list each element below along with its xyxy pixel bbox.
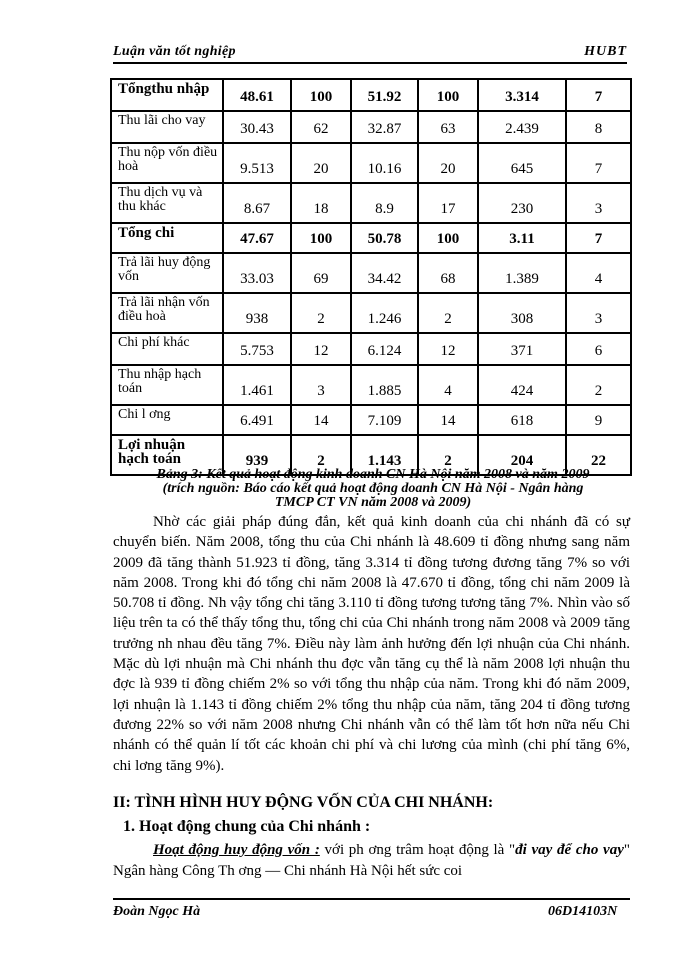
row-label: Trả lãi nhận vốn điều hoà bbox=[111, 293, 223, 333]
table-cell: 9.513 bbox=[223, 143, 291, 183]
body-paragraph-1 bbox=[113, 512, 630, 776]
table-row bbox=[111, 333, 631, 365]
table-cell: 20 bbox=[291, 143, 351, 183]
row-label: Chi l ơng bbox=[111, 405, 223, 435]
table-cell: 4 bbox=[418, 365, 478, 405]
footer-author: Đoàn Ngọc Hà bbox=[113, 904, 201, 919]
table-cell: 8.9 bbox=[351, 183, 418, 223]
table-cell: 1.389 bbox=[478, 253, 566, 293]
table-cell: 3 bbox=[566, 293, 631, 333]
table-cell: 1.461 bbox=[223, 365, 291, 405]
table-row bbox=[111, 405, 631, 435]
table-cell: 2 bbox=[418, 293, 478, 333]
table-cell: 938 bbox=[223, 293, 291, 333]
table-cell: 6.491 bbox=[223, 405, 291, 435]
table-cell: 2 bbox=[291, 435, 351, 475]
table-cell: 3.314 bbox=[478, 79, 566, 111]
table-cell: 204 bbox=[478, 435, 566, 475]
table-cell: 1.246 bbox=[351, 293, 418, 333]
caption-line-1: Bảng 3: Kết quả hoạt động kinh doanh CN Hà Nội năm 2008 và năm 2009 bbox=[156, 467, 590, 482]
paragraph-text: Nhờ các giải pháp đúng đắn, kết quả kinh doanh của chi nhánh đã có sự chuyển biến. Năm 2008, tổng thu của Chi nhánh là 48.609 tỉ đồng nhưng sang năm 2009 đã tăng thành 51.923 tỉ đồng, tăng 3.314 tỉ đồng tương đương tăng 7% so với năm 2008. Trong khi đó tổng chi năm 2008 là 47.670 tỉ đồng, tổng chi năm 2009 là 50.708 tỉ đồng. Nh vậy tổng chi tăng 3.110 tỉ đồng tương tương tăng 7%. Nhìn vào số liệu trên ta có thể thấy tổng thu, tổng chi của Chi nhánh trong năm 2008 và 2009 tăng trưởng nh nhau đều tăng 7%. Điều này làm ảnh hưởng đến lợi nhuận của Chi nhánh. Mặc dù lợi nhuận mà Chi nhánh thu đợc vẫn tăng cụ thể là năm 2008 lợi nhuận thu đợc là 939 tỉ đồng chiếm 2% so với tổng thu nhập của năm. Trong khi đó năm 2009, lợi nhuận là 1.143 tỉ đồng chiếm 2% tổng thu nhập của năm, tăng 204 tỉ đồng tương đương 22% so với năm 2008 nhưng Chi nhánh vẫn có thể làm tốt hơn nữa nếu Chi nhánh có thể quản lí tốt các khoản chi phí và chi lương của mình (chi phí tăng 6%, chi lơng tăng 9%). bbox=[113, 514, 630, 774]
table-cell: 32.87 bbox=[351, 111, 418, 143]
table-cell: 63 bbox=[418, 111, 478, 143]
table-cell: 22 bbox=[566, 435, 631, 475]
paragraph-text-after: " Ngân hàng Công Th ơng — Chi nhánh Hà Nội hết sức coi bbox=[113, 842, 631, 879]
table-cell: 14 bbox=[291, 405, 351, 435]
table-cell: 7 bbox=[566, 79, 631, 111]
footer-rule bbox=[113, 898, 630, 900]
table-cell: 371 bbox=[478, 333, 566, 365]
table-cell: 100 bbox=[418, 79, 478, 111]
table-cell: 424 bbox=[478, 365, 566, 405]
table-cell: 7 bbox=[566, 223, 631, 253]
table-cell: 939 bbox=[223, 435, 291, 475]
table-cell: 645 bbox=[478, 143, 566, 183]
paragraph-quote: đi vay để cho vay bbox=[515, 842, 624, 858]
table-cell: 6 bbox=[566, 333, 631, 365]
table-cell: 2 bbox=[418, 435, 478, 475]
table-cell: 12 bbox=[291, 333, 351, 365]
table-row bbox=[111, 183, 631, 223]
table-row bbox=[111, 365, 631, 405]
row-label: Lợi nhuận hạch toán bbox=[111, 435, 223, 475]
table-cell: 20 bbox=[418, 143, 478, 183]
table-cell: 14 bbox=[418, 405, 478, 435]
table-cell: 18 bbox=[291, 183, 351, 223]
table-cell: 3 bbox=[566, 183, 631, 223]
table-cell: 618 bbox=[478, 405, 566, 435]
table-cell: 308 bbox=[478, 293, 566, 333]
table-cell: 1.885 bbox=[351, 365, 418, 405]
table-cell: 7 bbox=[566, 143, 631, 183]
paragraph-lead: Hoạt động huy động vốn : bbox=[153, 842, 320, 858]
table-row bbox=[111, 143, 631, 183]
row-label: Trả lãi huy động vốn bbox=[111, 253, 223, 293]
table-cell: 100 bbox=[291, 223, 351, 253]
table-cell: 5.753 bbox=[223, 333, 291, 365]
table-cell: 100 bbox=[291, 79, 351, 111]
header-title: Luận văn tốt nghiệp bbox=[113, 44, 236, 59]
row-label: Tổngthu nhập bbox=[111, 79, 223, 111]
table-cell: 7.109 bbox=[351, 405, 418, 435]
caption-line-2: (trích nguồn: Báo cáo kết quả hoạt động doanh CN Hà Nội - Ngân hàng bbox=[162, 481, 584, 496]
table-cell: 69 bbox=[291, 253, 351, 293]
table-row bbox=[111, 253, 631, 293]
caption-line-3: TMCP CT VN năm 2008 và 2009) bbox=[274, 495, 472, 510]
row-label: Thu nộp vốn điều hoà bbox=[111, 143, 223, 183]
row-label: Thu nhập hạch toán bbox=[111, 365, 223, 405]
table-cell: 2.439 bbox=[478, 111, 566, 143]
table-cell: 3.11 bbox=[478, 223, 566, 253]
subsection-heading: 1. Hoạt động chung của Chi nhánh : bbox=[123, 818, 371, 835]
header-school: HUBT bbox=[584, 44, 627, 59]
table-cell: 2 bbox=[566, 365, 631, 405]
results-table bbox=[110, 78, 632, 476]
table-row bbox=[111, 223, 631, 253]
table-caption bbox=[118, 468, 628, 510]
table-cell: 2 bbox=[291, 293, 351, 333]
table-row bbox=[111, 79, 631, 111]
table-cell: 12 bbox=[418, 333, 478, 365]
table-cell: 17 bbox=[418, 183, 478, 223]
table-cell: 10.16 bbox=[351, 143, 418, 183]
table-cell: 34.42 bbox=[351, 253, 418, 293]
table-cell: 30.43 bbox=[223, 111, 291, 143]
table-cell: 50.78 bbox=[351, 223, 418, 253]
table-cell: 9 bbox=[566, 405, 631, 435]
table-cell: 8 bbox=[566, 111, 631, 143]
row-label: Tổng chi bbox=[111, 223, 223, 253]
row-label: Thu dịch vụ và thu khác bbox=[111, 183, 223, 223]
footer-student-id: 06D14103N bbox=[548, 904, 618, 919]
table-cell: 47.67 bbox=[223, 223, 291, 253]
table-cell: 230 bbox=[478, 183, 566, 223]
table-cell: 62 bbox=[291, 111, 351, 143]
section-heading: II: TÌNH HÌNH HUY ĐỘNG VỐN CỦA CHI NHÁNH: bbox=[113, 794, 494, 811]
paragraph-text-before: với ph ơng trâm hoạt động là " bbox=[319, 842, 516, 858]
table-cell: 1.143 bbox=[351, 435, 418, 475]
table-cell: 68 bbox=[418, 253, 478, 293]
table-row bbox=[111, 293, 631, 333]
table-cell: 3 bbox=[291, 365, 351, 405]
table-cell: 48.61 bbox=[223, 79, 291, 111]
table-cell: 8.67 bbox=[223, 183, 291, 223]
table-cell: 33.03 bbox=[223, 253, 291, 293]
table-cell: 6.124 bbox=[351, 333, 418, 365]
table-cell: 100 bbox=[418, 223, 478, 253]
row-label: Thu lãi cho vay bbox=[111, 111, 223, 143]
row-label: Chi phí khác bbox=[111, 333, 223, 365]
table-row bbox=[111, 111, 631, 143]
table-cell: 4 bbox=[566, 253, 631, 293]
table-cell: 51.92 bbox=[351, 79, 418, 111]
page-header bbox=[113, 38, 627, 64]
body-paragraph-2 bbox=[113, 840, 630, 881]
